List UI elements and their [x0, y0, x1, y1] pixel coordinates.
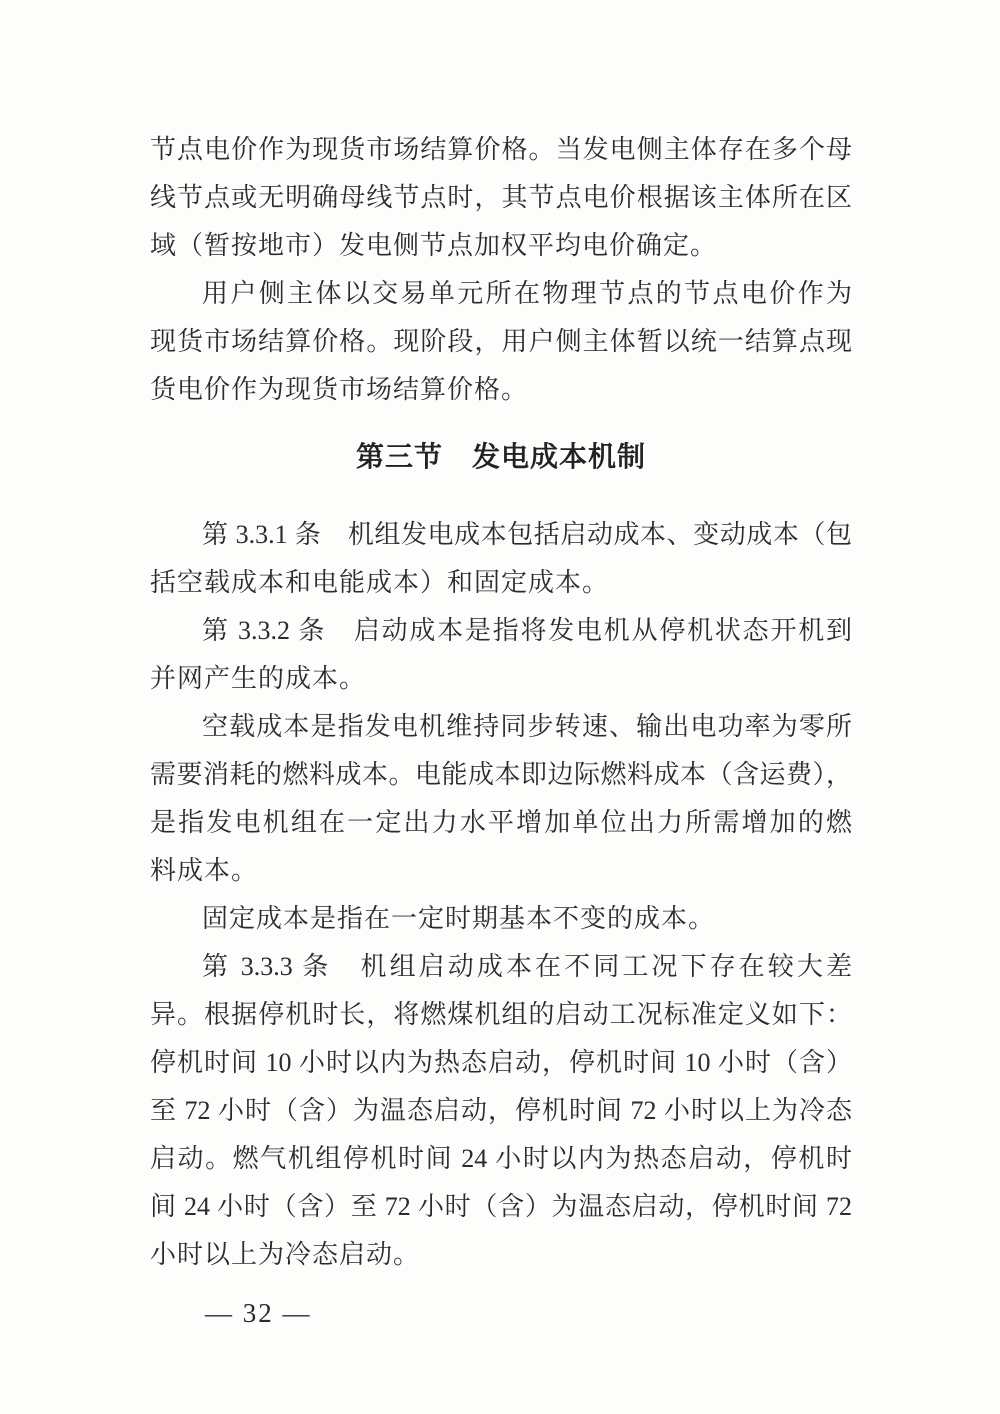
body-line: 料成本。: [150, 856, 259, 885]
page-content: [150, 0, 852, 1337]
body-line: 货电价作为现货市场结算价格。: [150, 375, 529, 404]
body-line: 是指发电机组在一定出力水平增加单位出力所需增加的燃: [150, 808, 852, 837]
body-line: 固定成本是指在一定时期基本不变的成本。: [202, 904, 716, 933]
body-line: 域（暂按地市）发电侧节点加权平均电价确定。: [150, 231, 718, 260]
body-line: 启动。燃气机组停机时间 24 小时以内为热态启动，停机时: [150, 1144, 852, 1173]
body-line: 间 24 小时（含）至 72 小时（含）为温态启动，停机时间 72: [150, 1192, 852, 1221]
body-line: 现货市场结算价格。现阶段，用户侧主体暂以统一结算点现: [150, 327, 852, 356]
body-line: 至 72 小时（含）为温态启动，停机时间 72 小时以上为冷态: [150, 1096, 852, 1125]
body-line: 括空载成本和电能成本）和固定成本。: [150, 568, 610, 597]
body-line: 空载成本是指发电机维持同步转速、输出电功率为零所: [202, 712, 852, 741]
body-line: 需要消耗的燃料成本。电能成本即边际燃料成本（含运费），: [150, 760, 852, 789]
body-line: 小时以上为冷态启动。: [150, 1240, 421, 1269]
body-line: 异。根据停机时长，将燃煤机组的启动工况标准定义如下：: [150, 1000, 852, 1029]
body-line: 停机时间 10 小时以内为热态启动，停机时间 10 小时（含）: [150, 1048, 852, 1077]
body-line: 用户侧主体以交易单元所在物理节点的节点电价作为: [202, 279, 852, 308]
section-heading: 第三节 发电成本机制: [355, 442, 646, 473]
body-line: 第 3.3.1 条 机组发电成本包括启动成本、变动成本（包: [202, 520, 852, 549]
body-line: 第 3.3.2 条 启动成本是指将发电机从停机状态开机到: [202, 616, 852, 645]
body-line: 线节点或无明确母线节点时，其节点电价根据该主体所在区: [150, 183, 852, 212]
body-line: 并网产生的成本。: [150, 664, 367, 693]
page-number: — 32 —: [205, 1298, 312, 1328]
body-line: 节点电价作为现货市场结算价格。当发电侧主体存在多个母: [150, 135, 852, 164]
body-line: 第 3.3.3 条 机组启动成本在不同工况下存在较大差: [202, 952, 852, 981]
